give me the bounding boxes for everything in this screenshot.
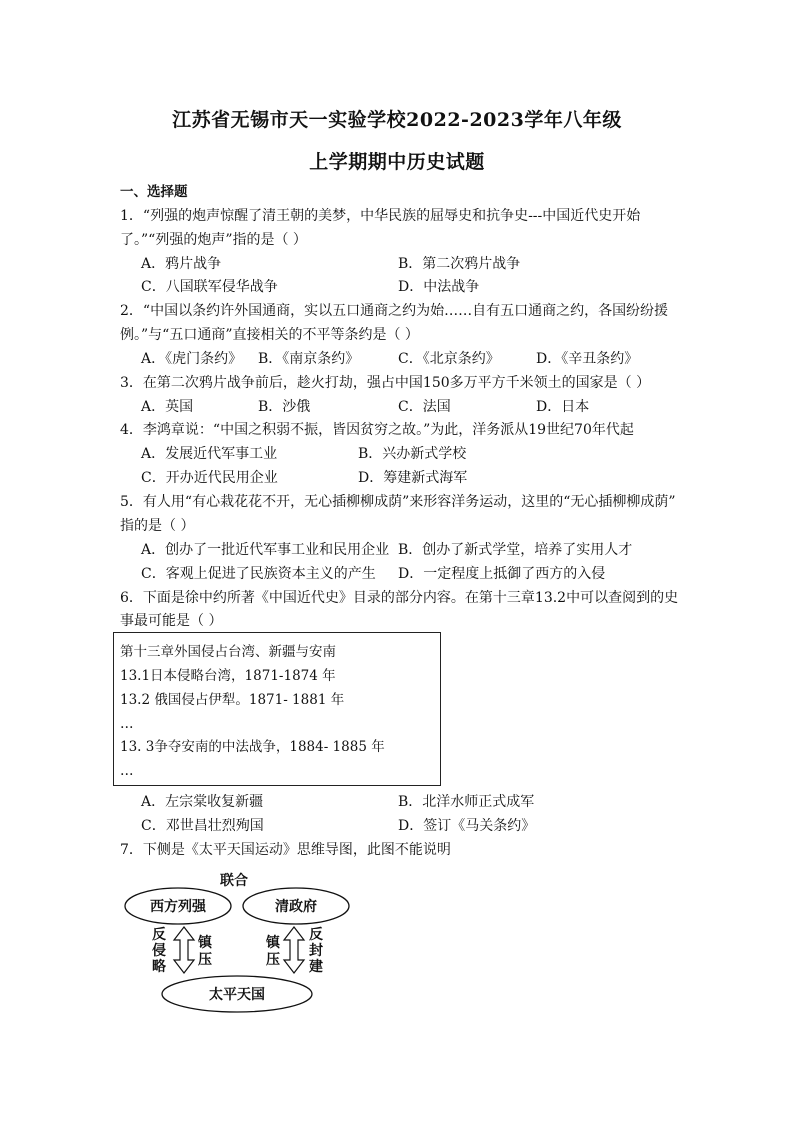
- svg-text:镇: 镇: [198, 935, 212, 951]
- toc-line: …: [120, 716, 134, 732]
- svg-text:压: 压: [198, 952, 212, 968]
- q4-option-b[interactable]: B．兴办新式学校: [358, 446, 467, 462]
- q3-option-d[interactable]: D．日本: [536, 399, 590, 415]
- q6-stem-line1: 6．下面是徐中约所著《中国近代史》目录的部分内容。在第十三章13.2中可以查阅到的史: [120, 590, 679, 606]
- q3-option-c[interactable]: C．法国: [398, 399, 451, 415]
- q4-option-d[interactable]: D．筹建新式海军: [358, 470, 468, 486]
- q2-option-b[interactable]: B．《南京条约》: [258, 351, 360, 367]
- toc-line: 第十三章外国侵占台湾、新疆与安南: [120, 644, 336, 660]
- svg-text:封: 封: [309, 943, 323, 959]
- left-double-arrow-icon: [174, 927, 194, 973]
- svg-text:镇: 镇: [266, 935, 280, 951]
- q1-option-b[interactable]: B．第二次鸦片战争: [398, 256, 521, 272]
- west-powers-label: 西方列强: [150, 899, 206, 915]
- left-down-label: [198, 934, 213, 968]
- toc-line: 13.1日本侵略台湾，1871-1874 年: [120, 668, 336, 684]
- qing-government-label: 清政府: [275, 899, 317, 915]
- q2-stem-line1: 2．“中国以条约许外国通商，实以五口通商之约为始……自有五口通商之约，各国纷纷援: [120, 303, 669, 319]
- q5-option-c[interactable]: C．客观上促进了民族资本主义的产生: [141, 566, 376, 582]
- toc-line: …: [120, 763, 134, 779]
- q1-stem-line2: 了。”“列强的炮声”指的是（ ）: [120, 232, 307, 248]
- taiping-label: 太平天国: [209, 987, 265, 1003]
- toc-line: 13. 3争夺安南的中法战争，1884- 1885 年: [120, 739, 385, 755]
- q1-option-d[interactable]: D．中法战争: [398, 279, 480, 295]
- svg-text:压: 压: [266, 952, 280, 968]
- union-label: 联合: [220, 873, 248, 889]
- q5-stem-line1: 5．有人用“有心栽花花不开，无心插柳柳成荫”来形容洋务运动，这里的“无心插柳柳成荫”: [120, 494, 676, 510]
- svg-text:侵: 侵: [152, 943, 166, 959]
- q2-option-d[interactable]: D．《辛丑条约》: [536, 351, 639, 367]
- q1-stem-line1: 1．“列强的炮声惊醒了清王朝的美梦，中华民族的屈辱史和抗争史---中国近代史开始: [120, 208, 641, 224]
- q5-stem-line2: 指的是（ ）: [120, 518, 195, 534]
- q2-option-a[interactable]: A．《虎门条约》: [141, 351, 243, 367]
- q6-option-a[interactable]: A．左宗棠收复新疆: [141, 794, 264, 810]
- q4-stem-line1: 4．李鸿章说：“中国之积弱不振，皆因贫穷之故。”为此，洋务派从19世纪70年代起: [120, 422, 634, 438]
- q1-option-a[interactable]: A．鸦片战争: [141, 256, 222, 272]
- svg-text:建: 建: [309, 959, 323, 975]
- q2-option-c[interactable]: C．《北京条约》: [398, 351, 500, 367]
- toc-line: 13.2 俄国侵占伊犁。1871- 1881 年: [120, 692, 345, 708]
- q5-option-a[interactable]: A．创办了一批近代军事工业和民用企业: [141, 542, 390, 558]
- q6-option-b[interactable]: B．北洋水师正式成军: [398, 794, 535, 810]
- right-double-arrow-icon: [284, 927, 304, 973]
- q7-stem-line1: 7．下侧是《太平天国运动》思维导图，此图不能说明: [120, 842, 451, 858]
- taiping-mind-map: [118, 866, 358, 1016]
- q6-stem-line2: 事最可能是（ ）: [120, 613, 223, 629]
- left-up-label: [152, 926, 167, 975]
- svg-text:略: 略: [152, 959, 166, 975]
- q3-option-a[interactable]: A．英国: [141, 399, 194, 415]
- q5-option-d[interactable]: D．一定程度上抵御了西方的入侵: [398, 566, 606, 582]
- q2-stem-line2: 例。”与“五口通商”直接相关的不平等条约是（ ）: [120, 327, 419, 343]
- svg-text:反: 反: [309, 927, 323, 943]
- q6-option-d[interactable]: D．签订《马关条约》: [398, 818, 536, 834]
- exam-title-line2: 上学期期中历史试题: [309, 151, 485, 173]
- q5-option-b[interactable]: B．创办了新式学堂，培养了实用人才: [398, 542, 633, 558]
- q3-option-b[interactable]: B．沙俄: [258, 399, 311, 415]
- q4-option-c[interactable]: C．开办近代民用企业: [141, 470, 278, 486]
- q1-option-c[interactable]: C．八国联军侵华战争: [141, 279, 278, 295]
- right-up-label: [309, 926, 323, 975]
- svg-text:反: 反: [152, 927, 166, 943]
- q6-option-c[interactable]: C．邓世昌壮烈殉国: [141, 818, 264, 834]
- q3-stem-line1: 3．在第二次鸦片战争前后，趁火打劫，强占中国150多万平方千米领土的国家是（ ）: [120, 375, 651, 391]
- section-heading: 一、选择题: [120, 184, 188, 200]
- q4-option-a[interactable]: A．发展近代军事工业: [141, 446, 278, 462]
- right-down-label: [266, 934, 281, 968]
- table-of-contents-box: [113, 632, 441, 786]
- exam-title-line1: 江苏省无锡市天一实验学校2022-2023学年八年级: [172, 109, 622, 131]
